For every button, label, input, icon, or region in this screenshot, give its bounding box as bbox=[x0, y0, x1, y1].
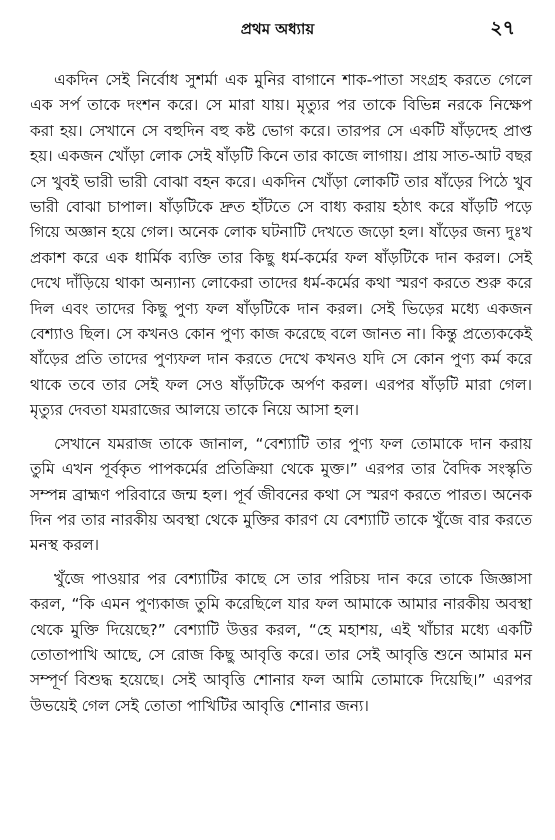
paragraph-2: সেখানে যমরাজ তাকে জানাল, “বেশ্যাটি তার পুণ্য ফল তোমাকে দান করায় তুমি এখন পূর্বকৃত পাপকর্মের প্রতিক্রিয়া থেকে মুক্ত।” এরপর তার বৈদিক সংস্কৃতি সম্পন্ন ব্রাহ্মণ পরিবারে জন্ম হল। পূর্ব জীবনের কথা সে স্মরণ করতে পারত। অনেক দিন পর তার নারকীয় অবস্থা থেকে মুক্তির কারণ যে বেশ্যাটি তাকে খুঁজে বার করতে মনস্থ করল। bbox=[30, 434, 532, 555]
page-number: ২৭ bbox=[490, 17, 515, 39]
paragraph-3: খুঁজে পাওয়ার পর বেশ্যাটির কাছে সে তার পরিচয় দান করে তাকে জিজ্ঞাসা করল, “কি এমন পুণ্যকাজ তুমি করেছিলে যার ফল আমাকে আমার নারকীয় অবস্থা থেকে মুক্তি দিয়েছে?” বেশ্যাটি উত্তর করল, “হে মহাশয়, এই খাঁচার মধ্যে একটি তোতাপাখি আছে, সে রোজ কিছু আবৃত্তি করে। তার সেই আবৃত্তি শুনে আমার মন সম্পূর্ণ বিশুদ্ধ হয়েছে। সেই আবৃত্তি শোনার ফল আমি তোমাকে দিয়েছি।” এরপর উভয়েই গেল সেই তোতা পাখিটির আবৃত্তি শোনার জন্য। bbox=[30, 569, 532, 715]
body-text bbox=[30, 68, 532, 727]
paragraph-1: একদিন সেই নির্বোধ সুশর্মা এক মুনির বাগানে শাক-পাতা সংগ্রহ করতে গেলে এক সর্প তাকে দংশন করে। সে মারা যায়। মৃত্যুর পর তাকে বিভিন্ন নরকে নিক্ষেপ করা হয়। সেখানে সে বহুদিন বহু কষ্ট ভোগ করে। তারপর সে একটি ষাঁড়দেহ প্রাপ্ত হয়। একজন খোঁড়া লোক সেই ষাঁড়টি কিনে তার কাজে লাগায়। প্রায় সাত-আট বছর সে খুবই ভারী ভারী বোঝা বহন করে। একদিন খোঁড়া লোকটি তার ষাঁড়ের পিঠে খুব ভারী বোঝা চাপাল। ষাঁড়টিকে দ্রুত হাঁটতে সে বাধ্য করায় হঠাৎ করে ষাঁড়টি পড়ে গিয়ে অজ্ঞান হয়ে গেল। অনেক লোক ঘটনাটি দেখতে জড়ো হল। ষাঁড়ের জন্য দুঃখ প্রকাশ করে এক ধার্মিক ব্যক্তি তার কিছু ধর্ম-কর্মের ফল ষাঁড়টিকে দান করল। সেই দেখে দাঁড়িয়ে থাকা অন্যান্য লোকেরা তাদের ধর্ম-কর্মের কথা স্মরণ করতে শুরু করে দিল এবং তাদের কিছু পুণ্য ফল ষাঁড়টিকে দান করল। সেই ভিড়ের মধ্যে একজন বেশ্যাও ছিল। সে কখনও কোন পুণ্য কাজ করেছে বলে জানত না। কিন্তু প্রত্যেককেই ষাঁড়ের প্রতি তাদের পুণ্যফল দান করতে দেখে কখনও যদি সে কোন পুণ্য কর্ম করে থাকে তবে তার সেই ফল সেও ষাঁড়টিকে অর্পণ করল। এরপর ষাঁড়টি মারা গেল। মৃত্যুর দেবতা যমরাজের আলয়ে তাকে নিয়ে আসা হল। bbox=[30, 71, 532, 420]
chapter-title: প্রথম অধ্যায় bbox=[240, 20, 315, 38]
page-header bbox=[0, 14, 555, 44]
